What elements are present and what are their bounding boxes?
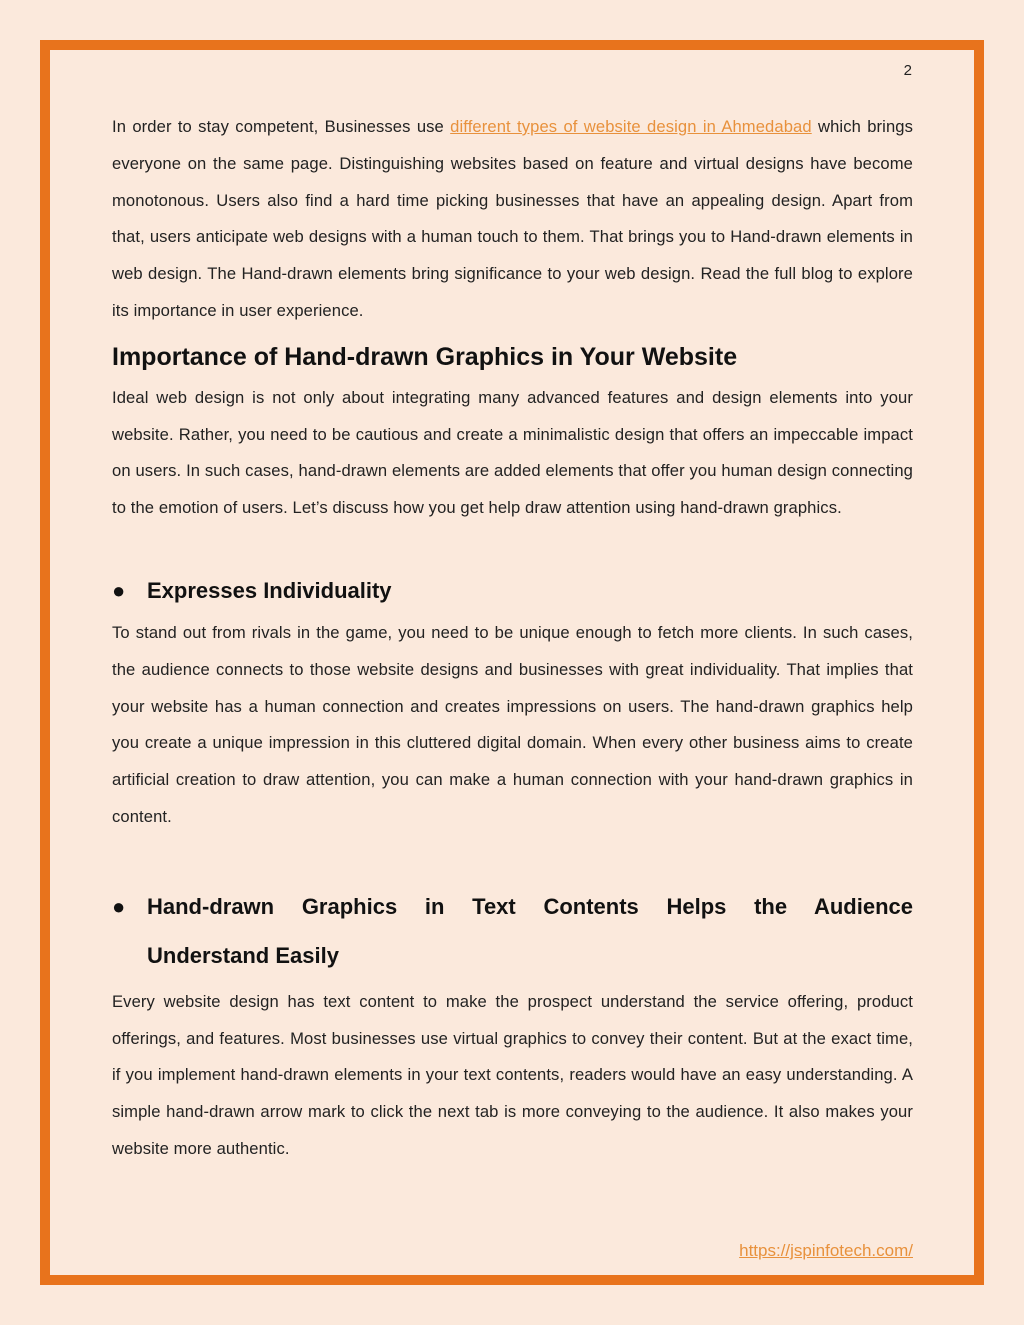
page-content <box>112 109 913 1168</box>
website-design-link[interactable]: different types of website design in Ahmedabad <box>450 117 812 136</box>
bullet-dot-icon: ● <box>112 893 126 919</box>
intro-text-after-link: which brings everyone on the same page. Distinguishing websites based on feature and virtual designs have become monotonous. Users also find a hard time picking businesses that have an appealing design. Apart from that, users anticipate web designs with a human touch to them. That brings you to Hand-drawn elements in web design. The Hand-drawn elements bring significance to your web design. Read the full blog to explore its importance in user experience. <box>112 117 914 320</box>
footer-website-link[interactable]: https://jspinfotech.com/ <box>739 1241 913 1260</box>
section-paragraph: Ideal web design is not only about integrating many advanced features and design elements into your website. Rather, you need to be cautious and create a minimalistic design that offers an impeccable impact on users. In such cases, hand-drawn elements are added elements that offer you human design connecting to the emotion of users. Let’s discuss how you get help draw attention using hand-drawn graphics. <box>112 387 913 518</box>
intro-text-before-link: In order to stay competent, Businesses use <box>112 117 451 136</box>
bullet-dot-icon: ● <box>112 577 126 603</box>
bullet-title-line-1: Hand-drawn Graphics in Text Contents Helps the Audience <box>147 893 913 919</box>
intro-paragraph <box>112 109 913 330</box>
bullet-heading-text-contents <box>112 882 913 980</box>
section-heading: Importance of Hand-drawn Graphics in Your Website <box>112 342 738 371</box>
bullet-heading-individuality <box>112 573 913 609</box>
bullet-title <box>147 882 913 980</box>
page-number: 2 <box>903 62 912 79</box>
bullet-paragraph-text-contents: Every website design has text content to make the prospect understand the service offering, product offerings, and features. Most businesses use virtual graphics to convey their content. But at the exact time, if you implement hand-drawn elements in your text contents, readers would have an easy understanding. A simple hand-drawn arrow mark to click the next tab is more conveying to the audience. It also makes your website more authentic. <box>112 991 913 1158</box>
bullet-title-line-2: Understand Easily <box>147 942 339 968</box>
bullet-title: Expresses Individuality <box>147 577 392 603</box>
bullet-paragraph-individuality: To stand out from rivals in the game, you need to be unique enough to fetch more clients. In such cases, the audience connects to those website designs and businesses with great individuality. That implies that your website has a human connection and creates impressions on users. The hand-drawn graphics help you create a unique impression in this cluttered digital domain. When every other business aims to create artificial creation to draw attention, you can make a human connection with your hand-drawn graphics in content. <box>112 622 913 826</box>
